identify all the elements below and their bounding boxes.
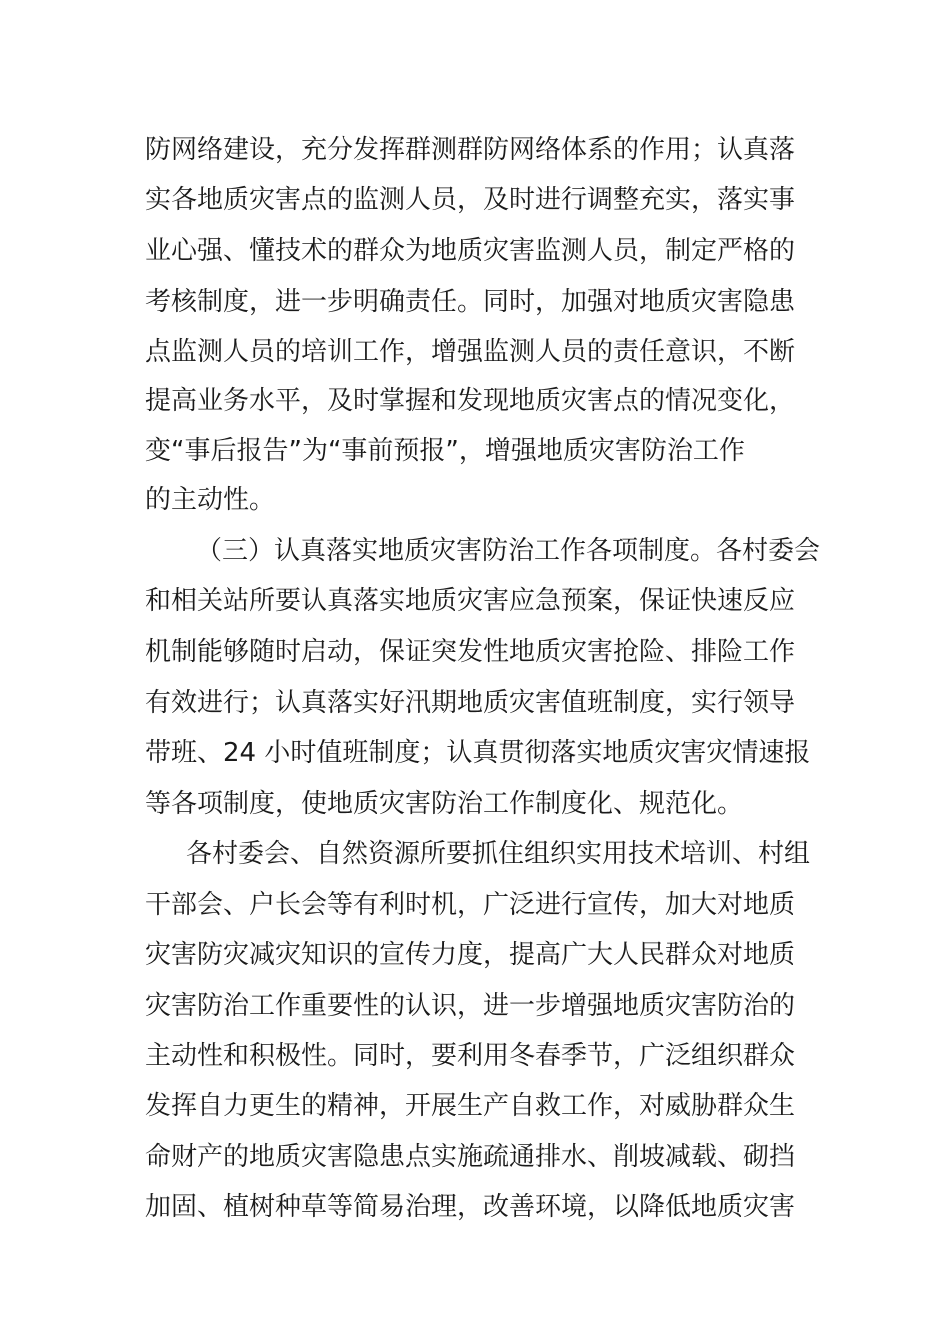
text-line: 发挥自力更生的精神，开展生产自救工作，对威胁群众生 xyxy=(145,1091,796,1121)
paragraph-start-line: 各村委会、自然资源所要抓住组织实用技术培训、村组 xyxy=(186,839,811,869)
text-line: 和相关站所要认真落实地质灾害应急预案，保证快速反应 xyxy=(145,586,796,616)
text-line: 带班、24 小时值班制度；认真贯彻落实地质灾害灾情速报 xyxy=(145,738,811,768)
text-line: 命财产的地质灾害隐患点实施疏通排水、削坡减载、砌挡 xyxy=(145,1142,796,1172)
text-line: 的主动性。 xyxy=(145,485,276,515)
text-line: 实各地质灾害点的监测人员，及时进行调整充实，落实事 xyxy=(145,185,796,215)
text-line: 加固、植树种草等简易治理，改善环境，以降低地质灾害 xyxy=(145,1192,796,1222)
text-line: 主动性和积极性。同时，要利用冬春季节，广泛组织群众 xyxy=(145,1041,796,1071)
text-line: 点监测人员的培训工作，增强监测人员的责任意识，不断 xyxy=(145,337,796,367)
text-line: 考核制度，进一步明确责任。同时，加强对地质灾害隐患 xyxy=(145,287,796,317)
text-line: 灾害防灾减灾知识的宣传力度，提高广大人民群众对地质 xyxy=(145,940,796,970)
section-heading-line: （三）认真落实地质灾害防治工作各项制度。各村委会 xyxy=(196,536,821,566)
text-line: 有效进行；认真落实好汛期地质灾害值班制度，实行领导 xyxy=(145,688,796,718)
text-line: 干部会、户长会等有利时机，广泛进行宣传，加大对地质 xyxy=(145,890,796,920)
text-line: 变“事后报告”为“事前预报”，增强地质灾害防治工作 xyxy=(145,436,745,466)
text-line: 业心强、懂技术的群众为地质灾害监测人员，制定严格的 xyxy=(145,236,796,266)
text-line: 提高业务水平，及时掌握和发现地质灾害点的情况变化， xyxy=(145,386,796,416)
text-line: 灾害防治工作重要性的认识，进一步增强地质灾害防治的 xyxy=(145,991,796,1021)
text-line: 机制能够随时启动，保证突发性地质灾害抢险、排险工作 xyxy=(145,637,796,667)
text-line: 等各项制度，使地质灾害防治工作制度化、规范化。 xyxy=(145,789,744,819)
text-line: 防网络建设，充分发挥群测群防网络体系的作用；认真落 xyxy=(145,135,796,165)
